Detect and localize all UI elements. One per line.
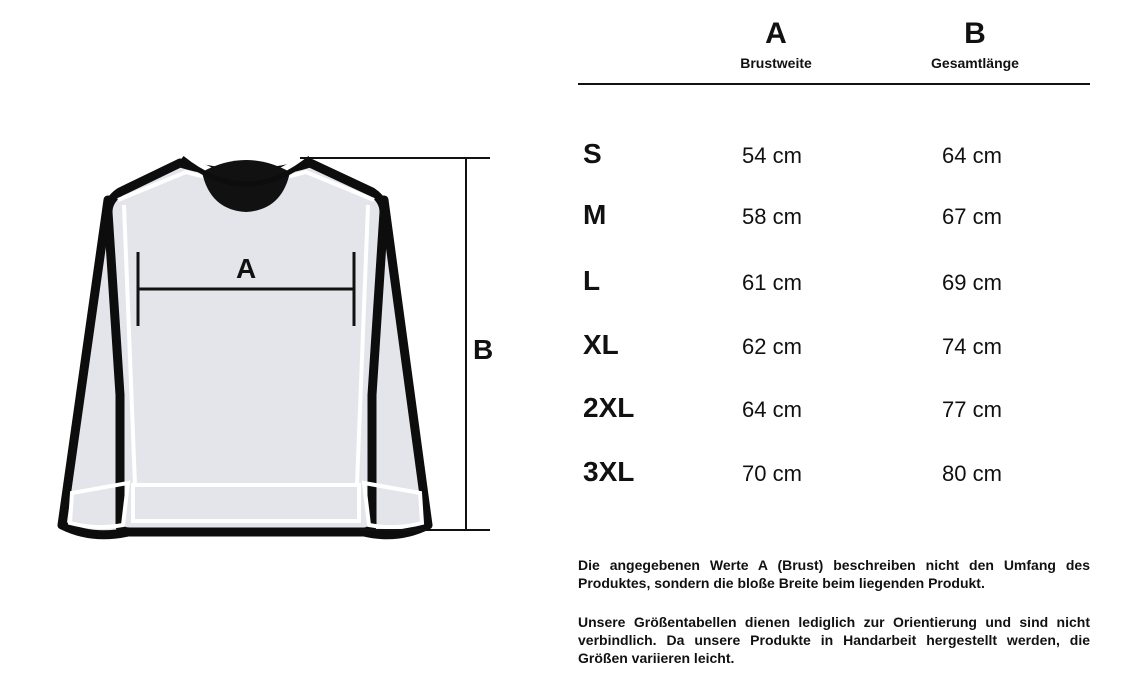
table-row bbox=[578, 454, 1090, 494]
table-row bbox=[578, 390, 1090, 430]
value-a: 61 cm bbox=[742, 270, 802, 295]
value-b: 64 cm bbox=[942, 143, 1002, 168]
value-b: 80 cm bbox=[942, 461, 1002, 486]
value-b: 67 cm bbox=[942, 204, 1002, 229]
size-label: XL bbox=[583, 329, 619, 360]
table-row bbox=[578, 327, 1090, 367]
size-label: 2XL bbox=[583, 392, 635, 423]
table-row bbox=[578, 197, 1090, 237]
header-divider bbox=[578, 83, 1090, 85]
note-measurement: Die angegebenen Werte A (Brust) beschreiben nicht den Umfang des Produktes, sondern die bloße Breite beim liegenden Produkt. bbox=[578, 557, 1090, 591]
column-header-b bbox=[875, 18, 1075, 72]
value-b: 74 cm bbox=[942, 334, 1002, 359]
size-label: M bbox=[583, 199, 607, 230]
value-b: 77 cm bbox=[942, 397, 1002, 422]
size-label: S bbox=[583, 138, 602, 169]
measure-a-label: A bbox=[236, 253, 257, 284]
size-label: 3XL bbox=[583, 456, 635, 487]
value-a: 64 cm bbox=[742, 397, 802, 422]
size-table bbox=[578, 0, 1090, 700]
table-row bbox=[578, 263, 1090, 303]
value-a: 54 cm bbox=[742, 143, 802, 168]
sweater-body bbox=[108, 163, 384, 532]
size-label: L bbox=[583, 265, 601, 296]
column-letter: B bbox=[964, 17, 986, 50]
column-name: Gesamtlänge bbox=[931, 55, 1019, 71]
table-row bbox=[578, 136, 1090, 176]
column-header-a bbox=[676, 18, 876, 72]
value-b: 69 cm bbox=[942, 270, 1002, 295]
note-disclaimer: Unsere Größentabellen dienen lediglich zur Orientierung und sind nicht verbindlich. Da unsere Produkte in Handarbeit hergestellt werden, die Größen variieren leicht. bbox=[578, 614, 1090, 666]
sweater-figure bbox=[0, 0, 560, 700]
value-a: 58 cm bbox=[742, 204, 802, 229]
value-a: 62 cm bbox=[742, 334, 802, 359]
column-letter: A bbox=[765, 17, 787, 50]
value-a: 70 cm bbox=[742, 461, 802, 486]
measure-b-label: B bbox=[473, 334, 494, 365]
column-name: Brustweite bbox=[740, 55, 812, 71]
